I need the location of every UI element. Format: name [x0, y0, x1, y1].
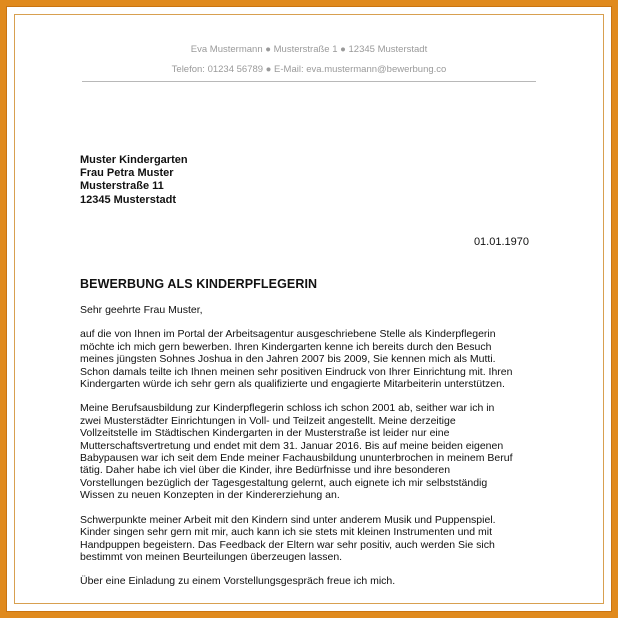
paragraph-line: Schon damals teilte ich Ihnen meinen sehr positiven Eindruck von Ihrer Einrichtung mit. Ihren: [80, 365, 513, 378]
paragraph-line: Wissen zu neuen Konzepten in der Kindererziehung an.: [80, 489, 340, 502]
recipient-line: 12345 Musterstadt: [80, 193, 176, 206]
paragraph-line: auf die von Ihnen im Portal der Arbeitsagentur ausgeschriebene Stelle als Kinderpflegerin: [80, 328, 496, 341]
paragraph-line: Schwerpunkte meiner Arbeit mit den Kindern sind unter anderem Musik und Puppenspiel.: [80, 513, 496, 526]
letter-date: 01.01.1970: [473, 236, 529, 248]
header-divider: [82, 81, 536, 82]
recipient-line: Muster Kindergarten: [80, 154, 188, 166]
sender-address: Eva Mustermann ● Musterstraße 1 ● 12345 Musterstadt: [190, 44, 428, 55]
body-paragraph: [80, 575, 540, 587]
paragraph-line: Babypausen war ich seit dem Ende meiner Fachausbildung ununterbrochen in meinem Beruf: [80, 452, 513, 465]
recipient-address: [80, 154, 188, 207]
paragraph-line: Kindergarten würde ich sehr gern als qualifizierte und engagierte Mitarbeiterin unterstützen.: [80, 378, 505, 391]
paragraph-line: möchte ich mich gern bewerben. Ihren Kindergarten kenne ich bereits durch den Besuch: [80, 340, 492, 353]
paragraph-line: bestimmt von meinen Beurteilungen überzeugen lassen.: [80, 550, 343, 563]
salutation: Sehr geehrte Frau Muster,: [80, 304, 203, 316]
paragraph-line: tätig. Daher habe ich viel über die Kinder, ihre Bedürfnisse und ihre besonderen: [80, 464, 451, 477]
paragraph-line: Mutterschaftsvertretung und endet mit dem 31. Januar 2016. Bis auf meine beiden eigenen: [80, 439, 504, 452]
recipient-line: Frau Petra Muster: [80, 167, 174, 180]
body-paragraph: [80, 514, 540, 564]
paragraph-line: Vorstellungen bezüglich der Tagesgestaltung gelernt, auch eignete ich mir selbstständig: [80, 476, 488, 489]
paragraph-line: Über eine Einladung zu einem Vorstellungsgespräch freue ich mich.: [80, 575, 396, 588]
letter-body: [80, 304, 540, 600]
paragraph-line: Kinder singen sehr gern mit mir, auch kann ich sie stets mit kleinen Instrumenten und mit: [80, 526, 493, 539]
letter-subject: BEWERBUNG ALS KINDERPFLEGERIN: [80, 277, 318, 291]
paragraph-line: Meine Berufsausbildung zur Kinderpflegerin schloss ich schon 2001 ab, seither war ich in: [80, 402, 495, 415]
recipient-line: Musterstraße 11: [80, 180, 164, 193]
body-paragraph: [80, 402, 540, 501]
sender-contact: Telefon: 01234 56789 ● E-Mail: eva.mustermann@bewerbung.co: [171, 64, 447, 75]
paragraph-line: Vollzeitstelle im Städtischen Kindergarten in der Musterstraße ist leider nur eine: [80, 427, 450, 440]
paragraphs: [80, 328, 540, 587]
paragraph-line: Handpuppen begeistern. Das Feedback der Eltern war sehr positiv, auch werden Sie sich: [80, 538, 495, 551]
body-paragraph: [80, 328, 540, 390]
paragraph-line: meines jüngsten Sohnes Joshua in den Jahren 2007 bis 2009, Sie kennen mich als Mutti.: [80, 353, 496, 366]
paragraph-line: zwei Musterstädter Einrichtungen in Voll- und Teilzeit angestellt. Meine derzeitige: [80, 414, 456, 427]
